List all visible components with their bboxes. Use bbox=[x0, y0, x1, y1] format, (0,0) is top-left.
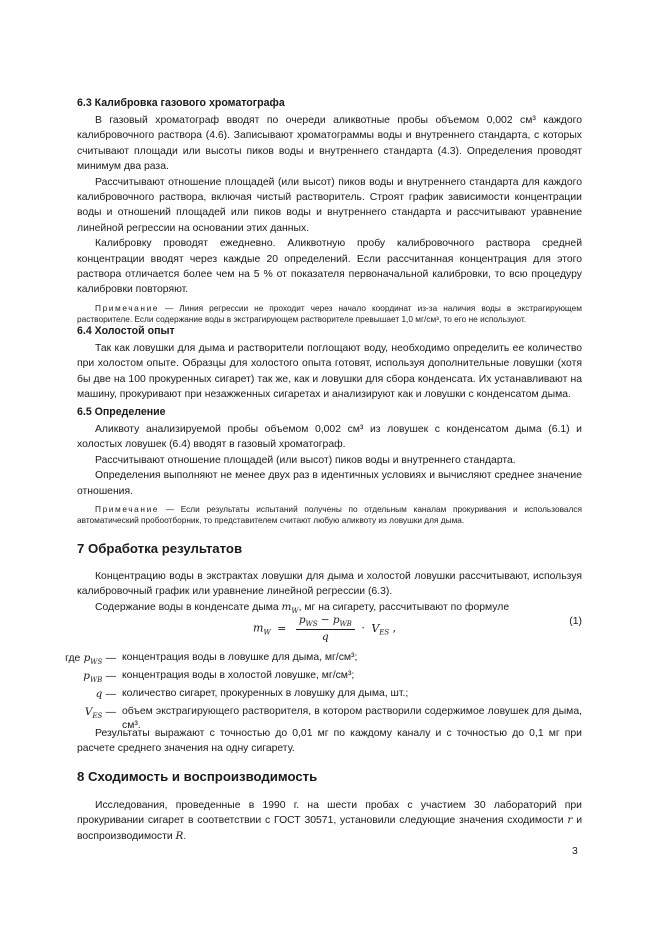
formula-definitions bbox=[40, 651, 582, 733]
paragraph: В газовый хроматограф вводят по очереди аликвотные пробы объемом 0,002 см³ каждого калибровочного раствора (4.6). Записывают хроматограммы воды и внутреннего стандарта, с которых считывают площади или высоты пиков воды и внутреннего стандарта (4.3). Определения проводят минимум два раза. bbox=[77, 115, 582, 173]
heading-6-5: 6.5 Определение bbox=[77, 406, 166, 418]
note-label: Примечание bbox=[95, 504, 160, 515]
note bbox=[77, 303, 582, 326]
heading-8: 8 Сходимость и воспроизводимость bbox=[77, 769, 318, 784]
paragraph: Результаты выражают с точностью до 0,01 мг по каждому каналу и с точностью до 0,1 мг при расчете среднего значения на одну сигарету. bbox=[77, 728, 582, 755]
note-text: — Линия регрессии не проходит через начало координат из-за наличия воды в экстрагирующем растворителе. Если содержание воды в экстрагирующем растворителе превышает 1,0 мг/см³, то его не используют. bbox=[77, 302, 582, 325]
note-label: Примечание bbox=[95, 302, 160, 313]
paragraph: Рассчитывают отношение площадей (или высот) пиков воды и внутреннего стандарта для каждого калибровочного раствора, включая чистый растворитель. Строят график зависимости концентрации воды и отношений площадей или пиков воды и внутреннего стандарта и рассчитывают уравнение линейной регрессии на основании этих данных. bbox=[77, 176, 582, 234]
paragraph: Определения выполняют не менее двух раз в идентичных условиях и вычисляют среднее значение отношения. bbox=[77, 470, 582, 497]
note-text: — Если результаты испытаний получены по отдельным каналам прокуривания и использовался автоматический пробоотборник, то представителем считают любую аликвоту из ловушки для дыма. bbox=[77, 504, 582, 526]
paragraph: Исследования, проведенные в 1990 г. на шести пробах с участием 30 лабораторий при прокуривании сигарет в соответствии с ГОСТ 30571, установили следующие значения сходимости r и воспроизводимости R. bbox=[77, 800, 582, 842]
section-7 bbox=[77, 541, 582, 619]
section-6-4 bbox=[77, 324, 582, 403]
section-6-5 bbox=[77, 405, 582, 527]
section-8 bbox=[77, 769, 582, 844]
definition-row: q — количество сигарет, прокуренных в ловушку для дыма, шт.; bbox=[95, 688, 409, 701]
section-6-3 bbox=[77, 96, 582, 326]
note bbox=[77, 504, 582, 527]
page-number: 3 bbox=[572, 846, 578, 857]
paragraph: Так как ловушки для дыма и растворители поглощают воду, необходимо определить ее количество при холостом опыте. Образцы для холостого опыта готовят, используя дополнительные ловушки (хотя бы две на 100 прокуренных сигарет) так же, как и ловушки для сбора конденсата. Их устанавливают на машину, прокуривают при незажженных сигаретах и анализируют как и ловушки с конденсатом дыма. bbox=[77, 343, 582, 401]
definition-row: где $p_{WS}$ — концентрация воды в ловушке для дыма, мг/см³; bbox=[65, 652, 358, 667]
paragraph: Содержание воды в конденсате дыма $m_W$, мг на сигарету, рассчитывают по формуле bbox=[95, 600, 510, 615]
paragraph: Калибровку проводят ежедневно. Аликвотную пробу калибровочного раствора средней концентрации вводят через каждые 20 определений. Если рассчитанная концентрация для этого раствора отличается более чем на 5 % от показателя первоначальной калибровки, то всю процедуру калибровки повторяют. bbox=[77, 238, 582, 296]
heading-6-3: 6.3 Калибровка газового хроматографа bbox=[77, 97, 285, 109]
fraction: $\frac{p_{WS} - p_{WB}}{q}$ bbox=[296, 614, 355, 643]
formula-number: (1) bbox=[569, 616, 582, 627]
section-7-result bbox=[77, 726, 582, 757]
heading-6-4: 6.4 Холостой опыт bbox=[77, 325, 175, 337]
heading-7: 7 Обработка результатов bbox=[77, 541, 243, 556]
definition-row: $V_{ES}$ — объем экстрагирующего растворителя, в котором растворили содержимое ловушек для дыма, см³. bbox=[84, 706, 582, 732]
paragraph: Концентрацию воды в экстрактах ловушки для дыма и холостой ловушки рассчитывают, используя калибровочный график или уравнение линейной регрессии (6.3). bbox=[77, 571, 582, 598]
paragraph: Аликвоту анализируемой пробы объемом 0,002 см³ из ловушек с конденсатом дыма (6.1) и холостых ловушек (6.4) вводят в газовый хроматограф. bbox=[77, 424, 582, 451]
paragraph: Рассчитывают отношение площадей (или высот) пиков воды и внутреннего стандарта. bbox=[95, 454, 516, 466]
formula-1 bbox=[77, 614, 582, 654]
formula-expression: $m_W$ = $\frac{p_{WS} - p_{WB}}{q}$ · $V_{ES}$ , bbox=[253, 614, 397, 644]
definition-row: $p_{WB}$ — концентрация воды в холостой ловушке, мг/см³; bbox=[83, 670, 355, 685]
